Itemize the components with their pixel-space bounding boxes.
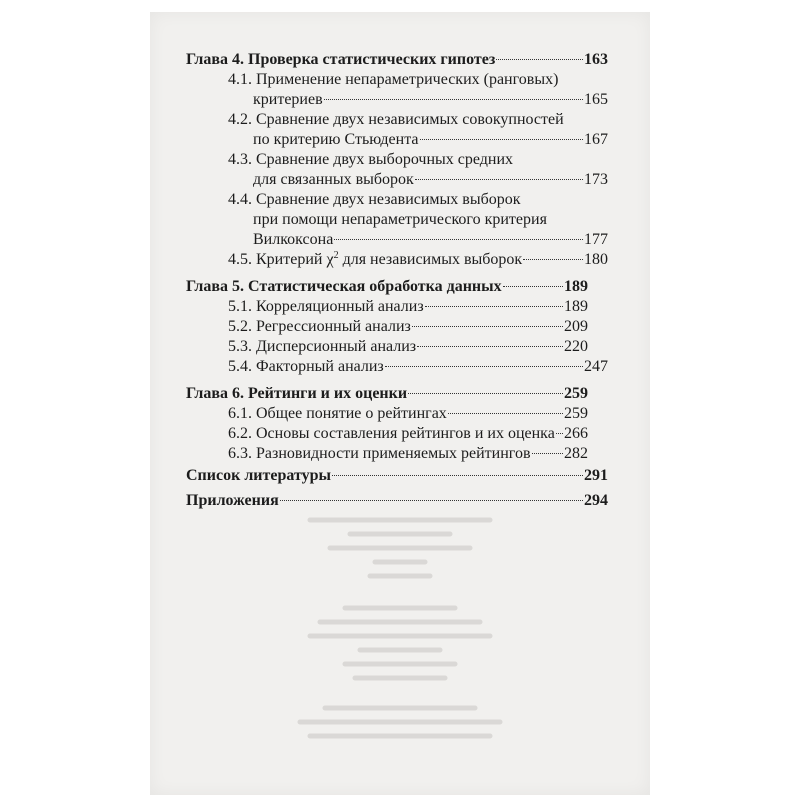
toc-label-prefix: 4.5. Критерий χ [228, 251, 334, 268]
toc-entry-6-2[interactable] [228, 424, 588, 444]
dot-leader [334, 239, 583, 240]
toc-label: для связанных выборок [253, 171, 414, 188]
toc-page-number: 189 [564, 278, 588, 295]
dot-leader [412, 326, 563, 327]
toc-page-number: 165 [584, 91, 608, 108]
toc-chapter-6[interactable] [186, 384, 588, 404]
toc-page-number: 282 [564, 445, 588, 462]
dot-leader [385, 366, 583, 367]
toc-entry-4-2-line1: 4.2. Сравнение двух независимых совокупностей [228, 111, 564, 128]
toc-entry-5-2[interactable] [228, 317, 588, 337]
toc-entry-4-1[interactable] [253, 90, 608, 110]
toc-entry-4-4-line2: при помощи непараметрического критерия [253, 211, 547, 228]
toc-page-number: 163 [584, 51, 608, 68]
toc-label: 5.3. Дисперсионный анализ [228, 338, 417, 355]
toc-label [228, 250, 522, 270]
toc-label: 6.3. Разновидности применяемых рейтингов [228, 445, 531, 462]
toc-label: Приложения [186, 492, 279, 509]
toc-page-number: 209 [564, 318, 588, 335]
dot-leader [448, 413, 563, 414]
toc-page-number: 173 [584, 171, 608, 188]
toc-page-number: 294 [584, 492, 608, 509]
toc-page-number: 247 [584, 358, 608, 375]
toc-label: 5.2. Регрессионный анализ [228, 318, 411, 335]
toc-chapter-5[interactable] [186, 277, 588, 297]
dot-leader [496, 59, 583, 60]
toc-label-suffix: для независимых выборок [338, 251, 523, 268]
show-through-lines [250, 512, 550, 742]
toc-label: 5.1. Корреляционный анализ [228, 298, 424, 315]
toc-entry-4-3-line1: 4.3. Сравнение двух выборочных средних [228, 151, 514, 168]
toc-page-number: 220 [564, 338, 588, 355]
toc-label: 5.4. Факторный анализ [228, 358, 384, 375]
dot-leader [425, 306, 563, 307]
dot-leader [415, 179, 583, 180]
toc-page-number: 177 [584, 231, 608, 248]
toc-page-number: 189 [564, 298, 588, 315]
toc-page-number: 266 [564, 425, 588, 442]
dot-leader [280, 500, 583, 501]
toc-label: критериев [253, 91, 323, 108]
toc-page-number: 180 [584, 251, 608, 268]
dot-leader [556, 433, 563, 434]
show-through-texture [150, 512, 650, 746]
toc-label: Глава 5. Статистическая обработка данных [186, 278, 502, 295]
toc-label: по критерию Стьюдента [253, 131, 419, 148]
toc-entry-4-4[interactable] [253, 230, 608, 250]
toc-label: Вилкоксона [253, 231, 334, 248]
toc-label: Глава 4. Проверка статистических гипотез [186, 51, 496, 68]
superscript-2: 2 [333, 250, 339, 261]
toc-bibliography[interactable] [186, 466, 608, 486]
dot-leader [408, 393, 563, 394]
toc-page-number: 291 [584, 467, 608, 484]
dot-leader [417, 346, 563, 347]
toc-page-number: 167 [584, 131, 608, 148]
toc-entry-4-3[interactable] [253, 170, 608, 190]
dot-leader [324, 99, 583, 100]
toc-entry-4-1-line1: 4.1. Применение непараметрических (ранговых) [228, 71, 559, 88]
toc-label: 6.2. Основы составления рейтингов и их оценка [228, 425, 555, 442]
toc-appendices[interactable] [186, 491, 608, 511]
dot-leader [332, 475, 583, 476]
toc-entry-5-3[interactable] [228, 337, 588, 357]
dot-leader [420, 139, 584, 140]
toc-entry-6-1[interactable] [228, 404, 588, 424]
toc-entry-6-3[interactable] [228, 444, 588, 464]
dot-leader [532, 453, 563, 454]
toc-entry-5-4[interactable] [228, 357, 608, 377]
toc-page-number: 259 [564, 385, 588, 402]
toc-label: Глава 6. Рейтинги и их оценки [186, 385, 408, 402]
book-page [150, 12, 650, 795]
toc-entry-4-4-line1: 4.4. Сравнение двух независимых выборок [228, 191, 521, 208]
toc-label: 6.1. Общее понятие о рейтингах [228, 405, 447, 422]
dot-leader [503, 286, 563, 287]
toc-page-number: 259 [564, 405, 588, 422]
toc-entry-4-5[interactable] [228, 250, 608, 270]
dot-leader [523, 259, 583, 260]
toc-chapter-4[interactable] [186, 50, 608, 70]
toc-label: Список литературы [186, 467, 331, 484]
toc-entry-4-2[interactable] [253, 130, 608, 150]
toc-entry-5-1[interactable] [228, 297, 588, 317]
